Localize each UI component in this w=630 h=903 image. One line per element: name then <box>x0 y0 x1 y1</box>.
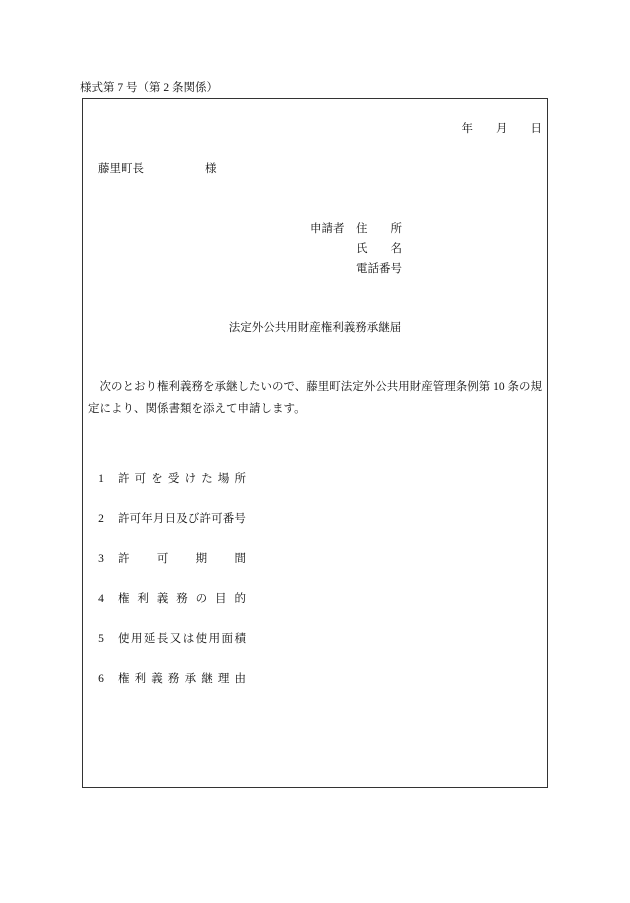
item-number: 1 <box>98 473 104 485</box>
label-character: 用 <box>130 633 143 645</box>
label-character: 期 <box>195 553 208 565</box>
addressee-honorific: 様 <box>205 163 217 175</box>
label-character: 使 <box>118 633 130 645</box>
form-body-text: 次のとおり権利義務を承継したいので、藤里町法定外公共用財産管理条例第 10 条の規定により、関係書類を添えて申請します。 <box>88 381 543 415</box>
label-character: 許 <box>118 553 130 565</box>
label-character: 延 <box>143 633 156 645</box>
label-character: 可 <box>211 513 223 525</box>
label-character: 又 <box>169 633 182 645</box>
item-list <box>83 472 547 712</box>
form-number-label: 様式第 7 号（第 2 条関係） <box>80 82 218 94</box>
label-character: び <box>187 513 200 525</box>
label-character: 月 <box>152 513 165 525</box>
label-character: 場 <box>217 473 230 485</box>
label-character: 許 <box>118 473 130 485</box>
label-character: 義 <box>156 593 169 605</box>
label-character: 受 <box>167 473 180 485</box>
list-item <box>83 472 547 512</box>
label-character: 使 <box>195 633 208 645</box>
label-character: 的 <box>234 593 246 605</box>
label-character: た <box>201 473 213 485</box>
list-item <box>83 672 547 712</box>
item-label <box>118 592 246 606</box>
label-character: 可 <box>129 513 142 525</box>
label-character: 許 <box>118 513 130 525</box>
list-item <box>83 512 547 552</box>
label-character: 可 <box>134 473 147 485</box>
label-character: を <box>151 473 163 485</box>
label-character: 理 <box>217 673 230 685</box>
label-character: 目 <box>215 593 227 605</box>
form-title: 法定外公共用財産権利義務承継届 <box>228 322 402 334</box>
form-frame <box>82 98 548 788</box>
item-number: 5 <box>98 633 104 645</box>
applicant-phone-label: 電話番号 <box>356 263 402 275</box>
item-label <box>118 552 246 566</box>
item-label <box>118 472 246 486</box>
applicant-name-label: 氏 名 <box>356 243 402 255</box>
label-character: 務 <box>176 593 188 605</box>
label-character: 日 <box>164 513 177 525</box>
label-character: 面 <box>221 633 233 645</box>
label-character: の <box>195 593 208 605</box>
label-character: 用 <box>208 633 221 645</box>
label-character: 間 <box>234 553 246 565</box>
label-character: 利 <box>134 673 147 685</box>
applicant-label: 申請者 <box>310 223 345 235</box>
label-character: 所 <box>234 473 246 485</box>
label-character: 権 <box>118 593 130 605</box>
label-character: 利 <box>137 593 149 605</box>
list-item <box>83 632 547 672</box>
label-character: 積 <box>234 633 246 645</box>
item-label <box>118 672 246 686</box>
label-character: 務 <box>167 673 180 685</box>
label-character: 許 <box>199 513 211 525</box>
label-character: は <box>182 633 195 645</box>
label-character: 長 <box>156 633 169 645</box>
label-character: 承 <box>184 673 197 685</box>
item-label <box>118 632 246 646</box>
label-character: 番 <box>222 513 235 525</box>
label-character: 及 <box>176 513 188 525</box>
date-line: 年 月 日 <box>461 123 542 135</box>
label-character: 可 <box>156 553 169 565</box>
addressee-name: 藤里町長 <box>98 163 144 175</box>
label-character: 号 <box>234 513 246 525</box>
item-number: 4 <box>98 593 104 605</box>
label-character: 継 <box>201 673 213 685</box>
label-character: 由 <box>234 673 246 685</box>
item-number: 3 <box>98 553 104 565</box>
list-item <box>83 592 547 632</box>
label-character: 権 <box>118 673 130 685</box>
list-item <box>83 552 547 592</box>
label-character: け <box>184 473 197 485</box>
label-character: 年 <box>141 513 153 525</box>
label-character: 義 <box>151 673 163 685</box>
item-label <box>118 512 246 526</box>
item-number: 6 <box>98 673 104 685</box>
applicant-address-label: 住 所 <box>356 223 402 235</box>
item-number: 2 <box>98 513 104 525</box>
